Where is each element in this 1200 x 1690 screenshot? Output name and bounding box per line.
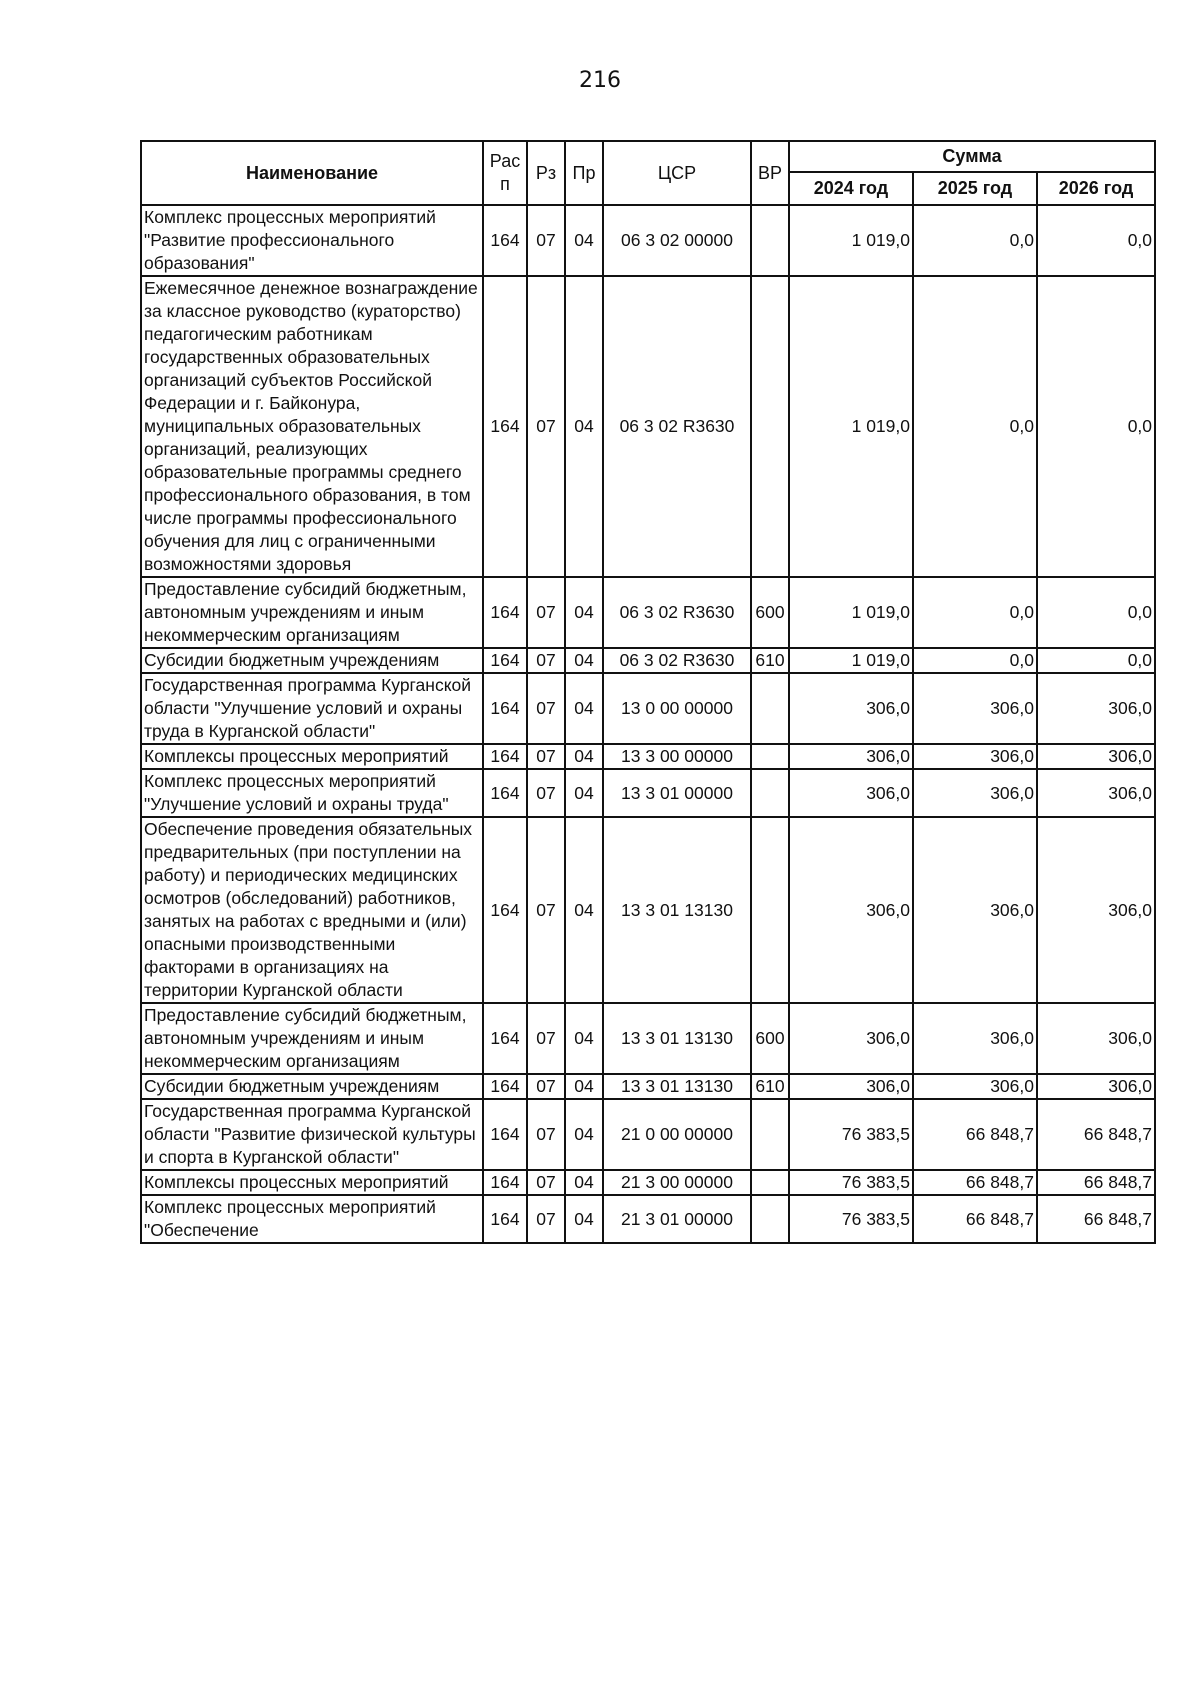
row-csr: 06 3 02 R3630 — [603, 276, 751, 577]
header-year-2026: 2026 год — [1037, 172, 1155, 205]
row-pr: 04 — [565, 817, 603, 1003]
row-rz: 07 — [527, 817, 565, 1003]
row-vr — [751, 744, 789, 769]
row-vr — [751, 1099, 789, 1170]
row-name: Комплекс процессных мероприятий "Улучшение условий и охраны труда" — [141, 769, 483, 817]
row-vr — [751, 817, 789, 1003]
row-csr: 06 3 02 R3630 — [603, 577, 751, 648]
row-csr: 21 0 00 00000 — [603, 1099, 751, 1170]
table-row — [141, 673, 1155, 744]
row-name: Государственная программа Курганской области "Улучшение условий и охраны труда в Курганской области" — [141, 673, 483, 744]
row-pr: 04 — [565, 769, 603, 817]
row-sum-2024: 306,0 — [789, 673, 913, 744]
row-sum-2024: 1 019,0 — [789, 205, 913, 276]
row-rz: 07 — [527, 648, 565, 673]
row-pr: 04 — [565, 673, 603, 744]
row-sum-2025: 66 848,7 — [913, 1195, 1037, 1243]
row-rz: 07 — [527, 769, 565, 817]
row-name: Субсидии бюджетным учреждениям — [141, 1074, 483, 1099]
header-year-2024: 2024 год — [789, 172, 913, 205]
row-csr: 21 3 00 00000 — [603, 1170, 751, 1195]
row-rasp: 164 — [483, 769, 527, 817]
row-sum-2024: 1 019,0 — [789, 648, 913, 673]
row-vr — [751, 205, 789, 276]
row-pr: 04 — [565, 1003, 603, 1074]
row-csr: 13 3 01 00000 — [603, 769, 751, 817]
header-csr: ЦСР — [603, 141, 751, 205]
row-sum-2025: 306,0 — [913, 769, 1037, 817]
header-pr: Пр — [565, 141, 603, 205]
row-csr: 13 3 01 13130 — [603, 1074, 751, 1099]
row-sum-2024: 306,0 — [789, 769, 913, 817]
table-row — [141, 1195, 1155, 1243]
budget-table — [140, 140, 1156, 1244]
row-csr: 13 3 00 00000 — [603, 744, 751, 769]
row-name: Обеспечение проведения обязательных предварительных (при поступлении на работу) и периодических медицинских осмотров (обследований) работников, занятых на работах с вредными и (или) опасными производственными факторами в организациях на территории Курганской области — [141, 817, 483, 1003]
row-rasp: 164 — [483, 648, 527, 673]
row-sum-2025: 306,0 — [913, 1074, 1037, 1099]
table-row — [141, 1074, 1155, 1099]
row-sum-2025: 306,0 — [913, 817, 1037, 1003]
row-rz: 07 — [527, 276, 565, 577]
row-pr: 04 — [565, 744, 603, 769]
row-sum-2025: 66 848,7 — [913, 1099, 1037, 1170]
table-row — [141, 1170, 1155, 1195]
row-rz: 07 — [527, 577, 565, 648]
row-rz: 07 — [527, 1170, 565, 1195]
row-sum-2026: 306,0 — [1037, 673, 1155, 744]
row-sum-2024: 76 383,5 — [789, 1170, 913, 1195]
row-sum-2026: 306,0 — [1037, 817, 1155, 1003]
page-number: 216 — [579, 68, 621, 93]
row-csr: 21 3 01 00000 — [603, 1195, 751, 1243]
row-pr: 04 — [565, 1170, 603, 1195]
row-sum-2024: 306,0 — [789, 1074, 913, 1099]
row-rasp: 164 — [483, 1099, 527, 1170]
row-sum-2025: 0,0 — [913, 577, 1037, 648]
row-rasp: 164 — [483, 1074, 527, 1099]
header-rz: Рз — [527, 141, 565, 205]
row-sum-2026: 0,0 — [1037, 648, 1155, 673]
row-sum-2025: 306,0 — [913, 744, 1037, 769]
row-name: Комплекс процессных мероприятий "Обеспечение — [141, 1195, 483, 1243]
row-sum-2026: 66 848,7 — [1037, 1170, 1155, 1195]
row-sum-2024: 306,0 — [789, 817, 913, 1003]
row-pr: 04 — [565, 648, 603, 673]
row-sum-2026: 306,0 — [1037, 1003, 1155, 1074]
row-sum-2024: 1 019,0 — [789, 577, 913, 648]
row-csr: 13 0 00 00000 — [603, 673, 751, 744]
header-name: Наименование — [141, 141, 483, 205]
row-csr: 13 3 01 13130 — [603, 817, 751, 1003]
row-sum-2025: 0,0 — [913, 276, 1037, 577]
row-sum-2026: 306,0 — [1037, 1074, 1155, 1099]
row-name: Предоставление субсидий бюджетным, автономным учреждениям и иным некоммерческим организациям — [141, 1003, 483, 1074]
row-name: Государственная программа Курганской области "Развитие физической культуры и спорта в Курганской области" — [141, 1099, 483, 1170]
row-csr: 06 3 02 00000 — [603, 205, 751, 276]
table-row — [141, 648, 1155, 673]
row-pr: 04 — [565, 276, 603, 577]
row-rz: 07 — [527, 1074, 565, 1099]
row-sum-2026: 66 848,7 — [1037, 1099, 1155, 1170]
table-row — [141, 769, 1155, 817]
row-rasp: 164 — [483, 744, 527, 769]
table-row — [141, 1003, 1155, 1074]
row-rasp: 164 — [483, 276, 527, 577]
row-rasp: 164 — [483, 205, 527, 276]
row-sum-2026: 0,0 — [1037, 205, 1155, 276]
header-year-2025: 2025 год — [913, 172, 1037, 205]
row-name: Комплексы процессных мероприятий — [141, 1170, 483, 1195]
row-vr — [751, 1195, 789, 1243]
table-row — [141, 1099, 1155, 1170]
row-sum-2025: 306,0 — [913, 1003, 1037, 1074]
row-rz: 07 — [527, 205, 565, 276]
row-rz: 07 — [527, 744, 565, 769]
row-csr: 06 3 02 R3630 — [603, 648, 751, 673]
row-sum-2026: 0,0 — [1037, 276, 1155, 577]
table-row — [141, 577, 1155, 648]
row-vr: 610 — [751, 1074, 789, 1099]
row-rz: 07 — [527, 673, 565, 744]
row-vr — [751, 1170, 789, 1195]
row-sum-2024: 76 383,5 — [789, 1195, 913, 1243]
row-vr: 600 — [751, 1003, 789, 1074]
row-pr: 04 — [565, 1195, 603, 1243]
table-body — [141, 205, 1155, 1243]
row-vr — [751, 276, 789, 577]
row-sum-2025: 66 848,7 — [913, 1170, 1037, 1195]
row-rasp: 164 — [483, 1170, 527, 1195]
row-sum-2024: 306,0 — [789, 744, 913, 769]
row-vr — [751, 673, 789, 744]
row-sum-2026: 66 848,7 — [1037, 1195, 1155, 1243]
row-name: Комплекс процессных мероприятий "Развитие профессионального образования" — [141, 205, 483, 276]
header-vr: ВР — [751, 141, 789, 205]
row-name: Ежемесячное денежное вознаграждение за классное руководство (кураторство) педагогическим работникам государственных образовательных организаций субъектов Российской Федерации и г. Байконура, муниципальных образовательных организаций, реализующих образовательные программы среднего профессионального образования, в том числе программы профессионального обучения для лиц с ограниченными возможностями здоровья — [141, 276, 483, 577]
row-sum-2025: 0,0 — [913, 205, 1037, 276]
row-vr: 610 — [751, 648, 789, 673]
row-name: Субсидии бюджетным учреждениям — [141, 648, 483, 673]
row-rasp: 164 — [483, 577, 527, 648]
table-row — [141, 744, 1155, 769]
table-row — [141, 817, 1155, 1003]
row-name: Предоставление субсидий бюджетным, автономным учреждениям и иным некоммерческим организациям — [141, 577, 483, 648]
row-sum-2026: 306,0 — [1037, 769, 1155, 817]
row-pr: 04 — [565, 577, 603, 648]
row-sum-2024: 1 019,0 — [789, 276, 913, 577]
row-vr: 600 — [751, 577, 789, 648]
row-sum-2026: 306,0 — [1037, 744, 1155, 769]
row-vr — [751, 769, 789, 817]
row-sum-2024: 76 383,5 — [789, 1099, 913, 1170]
row-sum-2025: 0,0 — [913, 648, 1037, 673]
table-row — [141, 205, 1155, 276]
row-pr: 04 — [565, 1074, 603, 1099]
row-rasp: 164 — [483, 1195, 527, 1243]
row-pr: 04 — [565, 205, 603, 276]
row-sum-2025: 306,0 — [913, 673, 1037, 744]
row-sum-2024: 306,0 — [789, 1003, 913, 1074]
row-rz: 07 — [527, 1003, 565, 1074]
row-rz: 07 — [527, 1195, 565, 1243]
row-rasp: 164 — [483, 673, 527, 744]
row-pr: 04 — [565, 1099, 603, 1170]
row-sum-2026: 0,0 — [1037, 577, 1155, 648]
table-row — [141, 276, 1155, 577]
header-sum: Сумма — [789, 141, 1155, 172]
header-rasp: Рас п — [483, 141, 527, 205]
row-rasp: 164 — [483, 817, 527, 1003]
row-rz: 07 — [527, 1099, 565, 1170]
row-rasp: 164 — [483, 1003, 527, 1074]
row-name: Комплексы процессных мероприятий — [141, 744, 483, 769]
row-csr: 13 3 01 13130 — [603, 1003, 751, 1074]
